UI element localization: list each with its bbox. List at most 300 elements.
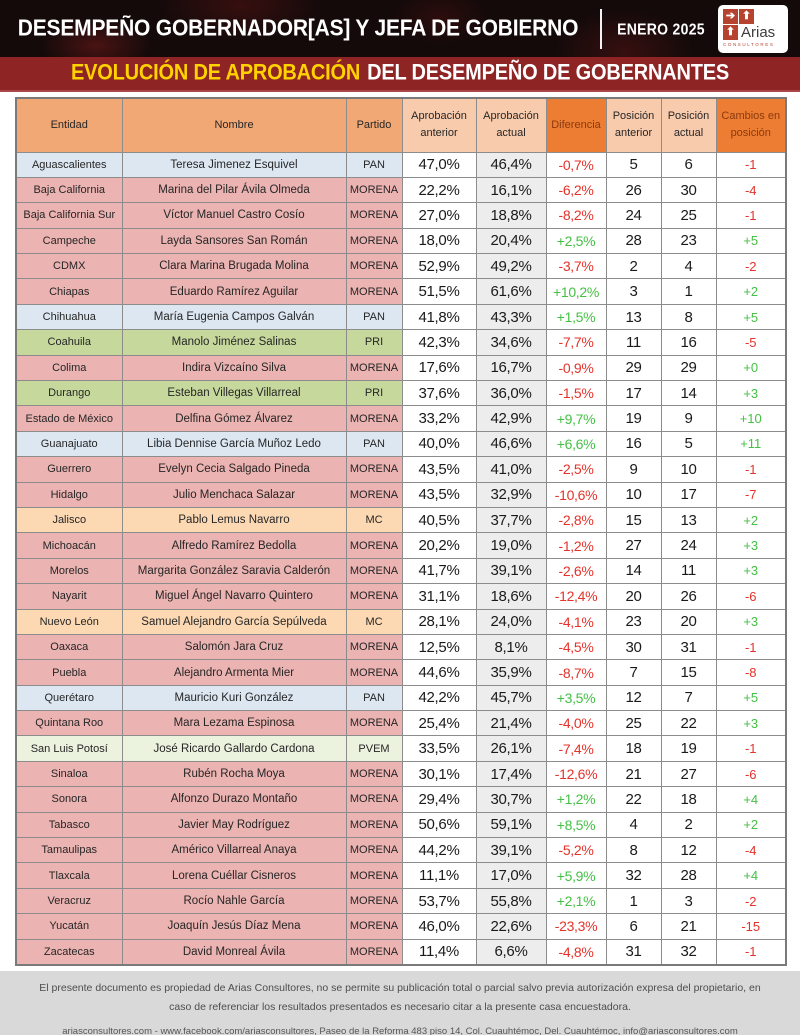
cell-aprobacion-actual: 39,1% xyxy=(476,558,546,583)
cell-posicion-actual: 23 xyxy=(661,228,716,253)
cell-entidad: Veracruz xyxy=(16,888,122,913)
cell-aprobacion-actual: 24,0% xyxy=(476,609,546,634)
cell-posicion-actual: 32 xyxy=(661,939,716,964)
cell-posicion-anterior: 4 xyxy=(606,812,661,837)
cell-partido: MORENA xyxy=(346,558,402,583)
cell-partido: MORENA xyxy=(346,787,402,812)
cell-partido: MORENA xyxy=(346,254,402,279)
cell-aprobacion-anterior: 31,1% xyxy=(402,584,476,609)
cell-aprobacion-anterior: 41,8% xyxy=(402,304,476,329)
banner-highlight-text: EVOLUCIÓN DE APROBACIÓN xyxy=(71,60,361,86)
cell-cambios-posicion: +2 xyxy=(716,812,786,837)
cell-posicion-anterior: 12 xyxy=(606,685,661,710)
cell-posicion-anterior: 10 xyxy=(606,482,661,507)
cell-posicion-actual: 27 xyxy=(661,761,716,786)
arias-consultores-logo xyxy=(718,5,788,53)
cell-diferencia: -0,7% xyxy=(546,152,606,177)
cell-entidad: Sinaloa xyxy=(16,761,122,786)
cell-aprobacion-anterior: 44,2% xyxy=(402,838,476,863)
cell-aprobacion-actual: 8,1% xyxy=(476,634,546,659)
cell-entidad: Chihuahua xyxy=(16,304,122,329)
cell-aprobacion-actual: 30,7% xyxy=(476,787,546,812)
cell-entidad: Yucatán xyxy=(16,914,122,939)
cell-partido: MORENA xyxy=(346,406,402,431)
cell-posicion-anterior: 6 xyxy=(606,914,661,939)
footer-disclaimer: El presente documento es propiedad de Arias Consultores, no se permite su publicación total o parcial salvo previa autorización expresa del propietario, en caso de referenciar los resultados presentados es necesario citar a la presente casa encuestadora. xyxy=(39,982,761,1013)
cell-posicion-actual: 19 xyxy=(661,736,716,761)
cell-posicion-actual: 16 xyxy=(661,330,716,355)
cell-posicion-actual: 31 xyxy=(661,634,716,659)
table-row xyxy=(16,457,786,482)
cell-diferencia: -7,4% xyxy=(546,736,606,761)
cell-posicion-actual: 13 xyxy=(661,507,716,532)
cell-nombre: Layda Sansores San Román xyxy=(122,228,346,253)
cell-diferencia: -10,6% xyxy=(546,482,606,507)
cell-aprobacion-anterior: 11,4% xyxy=(402,939,476,964)
cell-diferencia: -4,8% xyxy=(546,939,606,964)
cell-cambios-posicion: -1 xyxy=(716,634,786,659)
cell-aprobacion-actual: 6,6% xyxy=(476,939,546,964)
cell-aprobacion-anterior: 41,7% xyxy=(402,558,476,583)
cell-nombre: Salomón Jara Cruz xyxy=(122,634,346,659)
cell-cambios-posicion: +3 xyxy=(716,381,786,406)
logo-name: Arias xyxy=(741,24,776,41)
table-row xyxy=(16,660,786,685)
cell-partido: PRI xyxy=(346,381,402,406)
cell-nombre: Rocío Nahle García xyxy=(122,888,346,913)
cell-posicion-actual: 29 xyxy=(661,355,716,380)
cell-posicion-anterior: 13 xyxy=(606,304,661,329)
cell-nombre: Clara Marina Brugada Molina xyxy=(122,254,346,279)
approval-table xyxy=(15,97,787,966)
cell-diferencia: +2,1% xyxy=(546,888,606,913)
cell-diferencia: +8,5% xyxy=(546,812,606,837)
logo-name-row xyxy=(723,25,775,41)
cell-entidad: Tlaxcala xyxy=(16,863,122,888)
cell-posicion-anterior: 19 xyxy=(606,406,661,431)
table-row xyxy=(16,609,786,634)
cell-partido: MORENA xyxy=(346,279,402,304)
cell-nombre: Miguel Ángel Navarro Quintero xyxy=(122,584,346,609)
cell-entidad: Guerrero xyxy=(16,457,122,482)
cell-cambios-posicion: -8 xyxy=(716,660,786,685)
cell-entidad: Guanajuato xyxy=(16,431,122,456)
cell-diferencia: +1,5% xyxy=(546,304,606,329)
cell-posicion-anterior: 20 xyxy=(606,584,661,609)
cell-aprobacion-actual: 17,4% xyxy=(476,761,546,786)
cell-diferencia: -12,6% xyxy=(546,761,606,786)
table-row xyxy=(16,304,786,329)
cell-cambios-posicion: -1 xyxy=(716,736,786,761)
cell-entidad: Michoacán xyxy=(16,533,122,558)
cell-nombre: Pablo Lemus Navarro xyxy=(122,507,346,532)
cell-posicion-anterior: 15 xyxy=(606,507,661,532)
cell-aprobacion-actual: 18,8% xyxy=(476,203,546,228)
cell-posicion-anterior: 30 xyxy=(606,634,661,659)
table-row xyxy=(16,584,786,609)
cell-partido: MORENA xyxy=(346,533,402,558)
cell-posicion-actual: 5 xyxy=(661,431,716,456)
cell-entidad: Nayarit xyxy=(16,584,122,609)
cell-diferencia: -8,7% xyxy=(546,660,606,685)
cell-aprobacion-anterior: 28,1% xyxy=(402,609,476,634)
cell-aprobacion-anterior: 42,3% xyxy=(402,330,476,355)
table-header-row xyxy=(16,98,786,152)
cell-nombre: Eduardo Ramírez Aguilar xyxy=(122,279,346,304)
cell-aprobacion-anterior: 18,0% xyxy=(402,228,476,253)
cell-nombre: María Eugenia Campos Galván xyxy=(122,304,346,329)
cell-partido: MORENA xyxy=(346,355,402,380)
cell-posicion-actual: 14 xyxy=(661,381,716,406)
cell-aprobacion-actual: 19,0% xyxy=(476,533,546,558)
cell-diferencia: -12,4% xyxy=(546,584,606,609)
cell-cambios-posicion: +5 xyxy=(716,228,786,253)
cell-cambios-posicion: -5 xyxy=(716,330,786,355)
table-row xyxy=(16,203,786,228)
column-header-0: Entidad xyxy=(16,98,122,152)
cell-aprobacion-actual: 39,1% xyxy=(476,838,546,863)
cell-entidad: Chiapas xyxy=(16,279,122,304)
cell-aprobacion-anterior: 25,4% xyxy=(402,711,476,736)
cell-entidad: Coahuila xyxy=(16,330,122,355)
cell-partido: PAN xyxy=(346,304,402,329)
cell-partido: MORENA xyxy=(346,888,402,913)
cell-diferencia: +3,5% xyxy=(546,685,606,710)
cell-posicion-actual: 8 xyxy=(661,304,716,329)
cell-aprobacion-actual: 16,7% xyxy=(476,355,546,380)
cell-nombre: Rubén Rocha Moya xyxy=(122,761,346,786)
cell-posicion-anterior: 22 xyxy=(606,787,661,812)
cell-posicion-actual: 12 xyxy=(661,838,716,863)
cell-diferencia: -4,5% xyxy=(546,634,606,659)
cell-partido: MORENA xyxy=(346,838,402,863)
cell-cambios-posicion: +0 xyxy=(716,355,786,380)
cell-posicion-actual: 28 xyxy=(661,863,716,888)
table-row xyxy=(16,228,786,253)
table-row xyxy=(16,381,786,406)
cell-cambios-posicion: -1 xyxy=(716,152,786,177)
table-row xyxy=(16,711,786,736)
cell-cambios-posicion: -1 xyxy=(716,939,786,964)
cell-diferencia: -7,7% xyxy=(546,330,606,355)
cell-posicion-actual: 1 xyxy=(661,279,716,304)
cell-diferencia: -23,3% xyxy=(546,914,606,939)
cell-partido: MORENA xyxy=(346,482,402,507)
cell-aprobacion-anterior: 33,2% xyxy=(402,406,476,431)
cell-posicion-actual: 17 xyxy=(661,482,716,507)
column-header-8: Cambios en posición xyxy=(716,98,786,152)
cell-cambios-posicion: -1 xyxy=(716,203,786,228)
cell-posicion-anterior: 21 xyxy=(606,761,661,786)
cell-aprobacion-anterior: 44,6% xyxy=(402,660,476,685)
cell-aprobacion-actual: 59,1% xyxy=(476,812,546,837)
cell-nombre: José Ricardo Gallardo Cardona xyxy=(122,736,346,761)
cell-diferencia: -0,9% xyxy=(546,355,606,380)
cell-partido: PAN xyxy=(346,431,402,456)
cell-posicion-actual: 22 xyxy=(661,711,716,736)
cell-aprobacion-actual: 61,6% xyxy=(476,279,546,304)
table-row xyxy=(16,152,786,177)
cell-posicion-anterior: 9 xyxy=(606,457,661,482)
cell-posicion-anterior: 14 xyxy=(606,558,661,583)
cell-aprobacion-anterior: 11,1% xyxy=(402,863,476,888)
cell-entidad: Nuevo León xyxy=(16,609,122,634)
cell-nombre: Esteban Villegas Villarreal xyxy=(122,381,346,406)
cell-entidad: Baja California Sur xyxy=(16,203,122,228)
cell-aprobacion-anterior: 53,7% xyxy=(402,888,476,913)
cell-aprobacion-actual: 42,9% xyxy=(476,406,546,431)
cell-partido: MORENA xyxy=(346,203,402,228)
table-row xyxy=(16,533,786,558)
table-row xyxy=(16,482,786,507)
cell-nombre: Mauricio Kuri González xyxy=(122,685,346,710)
cell-posicion-actual: 9 xyxy=(661,406,716,431)
cell-cambios-posicion: +5 xyxy=(716,304,786,329)
table-row xyxy=(16,736,786,761)
cell-aprobacion-actual: 17,0% xyxy=(476,863,546,888)
table-row xyxy=(16,838,786,863)
banner-rest-text: DEL DESEMPEÑO DE GOBERNANTES xyxy=(367,60,729,86)
logo-subtitle: CONSULTORES xyxy=(723,41,775,47)
cell-nombre: Javier May Rodríguez xyxy=(122,812,346,837)
cell-cambios-posicion: +2 xyxy=(716,507,786,532)
cell-posicion-anterior: 32 xyxy=(606,863,661,888)
table-row xyxy=(16,431,786,456)
cell-nombre: Joaquín Jesús Díaz Mena xyxy=(122,914,346,939)
cell-entidad: Tamaulipas xyxy=(16,838,122,863)
footer-bar xyxy=(0,971,800,1035)
cell-nombre: Marina del Pilar Ávila Olmeda xyxy=(122,177,346,202)
report-date: ENERO 2025 xyxy=(617,19,705,38)
cell-nombre: Delfina Gómez Álvarez xyxy=(122,406,346,431)
cell-nombre: Evelyn Cecia Salgado Pineda xyxy=(122,457,346,482)
cell-nombre: Víctor Manuel Castro Cosío xyxy=(122,203,346,228)
table-row xyxy=(16,863,786,888)
cell-cambios-posicion: +3 xyxy=(716,609,786,634)
cell-cambios-posicion: +4 xyxy=(716,863,786,888)
cell-aprobacion-anterior: 43,5% xyxy=(402,482,476,507)
cell-diferencia: -2,8% xyxy=(546,507,606,532)
table-row xyxy=(16,888,786,913)
cell-nombre: Teresa Jimenez Esquivel xyxy=(122,152,346,177)
cell-aprobacion-actual: 43,3% xyxy=(476,304,546,329)
cell-posicion-actual: 2 xyxy=(661,812,716,837)
cell-entidad: Campeche xyxy=(16,228,122,253)
table-row xyxy=(16,787,786,812)
cell-posicion-actual: 21 xyxy=(661,914,716,939)
cell-posicion-actual: 18 xyxy=(661,787,716,812)
cell-partido: MORENA xyxy=(346,914,402,939)
cell-entidad: Hidalgo xyxy=(16,482,122,507)
table-body xyxy=(16,152,786,965)
cell-nombre: Indira Vizcaíno Silva xyxy=(122,355,346,380)
cell-nombre: Alfonzo Durazo Montaño xyxy=(122,787,346,812)
cell-diferencia: -1,2% xyxy=(546,533,606,558)
cell-cambios-posicion: -4 xyxy=(716,838,786,863)
cell-diferencia: -6,2% xyxy=(546,177,606,202)
cell-nombre: Mara Lezama Espinosa xyxy=(122,711,346,736)
cell-cambios-posicion: -1 xyxy=(716,457,786,482)
cell-aprobacion-actual: 22,6% xyxy=(476,914,546,939)
cell-partido: MORENA xyxy=(346,177,402,202)
cell-diferencia: +5,9% xyxy=(546,863,606,888)
cell-posicion-actual: 26 xyxy=(661,584,716,609)
cell-partido: MORENA xyxy=(346,457,402,482)
cell-posicion-actual: 15 xyxy=(661,660,716,685)
cell-posicion-anterior: 8 xyxy=(606,838,661,863)
cell-aprobacion-anterior: 30,1% xyxy=(402,761,476,786)
cell-partido: PAN xyxy=(346,152,402,177)
cell-diferencia: -2,6% xyxy=(546,558,606,583)
arrow-up-icon: ⬆ xyxy=(739,9,754,24)
cell-diferencia: -4,1% xyxy=(546,609,606,634)
footer-contact: ariasconsultores.com - www.facebook.com/ariasconsultores, Paseo de la Reforma 483 piso 14, Col. Cuauhtémoc, Del. Cuauhtémoc, info@ariasconsultores.com xyxy=(62,1025,738,1035)
cell-posicion-actual: 4 xyxy=(661,254,716,279)
cell-posicion-anterior: 29 xyxy=(606,355,661,380)
cell-entidad: Puebla xyxy=(16,660,122,685)
approval-table-wrap xyxy=(15,97,785,966)
cell-aprobacion-anterior: 40,0% xyxy=(402,431,476,456)
cell-entidad: CDMX xyxy=(16,254,122,279)
cell-cambios-posicion: +2 xyxy=(716,279,786,304)
cell-aprobacion-actual: 45,7% xyxy=(476,685,546,710)
cell-nombre: Alejandro Armenta Mier xyxy=(122,660,346,685)
cell-aprobacion-actual: 55,8% xyxy=(476,888,546,913)
cell-cambios-posicion: -6 xyxy=(716,584,786,609)
cell-diferencia: -4,0% xyxy=(546,711,606,736)
cell-posicion-actual: 3 xyxy=(661,888,716,913)
cell-partido: MORENA xyxy=(346,660,402,685)
cell-nombre: Julio Menchaca Salazar xyxy=(122,482,346,507)
cell-diferencia: +10,2% xyxy=(546,279,606,304)
cell-nombre: Lorena Cuéllar Cisneros xyxy=(122,863,346,888)
cell-partido: MORENA xyxy=(346,863,402,888)
cell-nombre: Margarita González Saravia Calderón xyxy=(122,558,346,583)
cell-aprobacion-actual: 18,6% xyxy=(476,584,546,609)
cell-cambios-posicion: +11 xyxy=(716,431,786,456)
cell-aprobacion-anterior: 12,5% xyxy=(402,634,476,659)
column-header-4: Aprobación actual xyxy=(476,98,546,152)
column-header-2: Partido xyxy=(346,98,402,152)
table-row xyxy=(16,812,786,837)
header-divider xyxy=(600,9,602,49)
cell-posicion-anterior: 27 xyxy=(606,533,661,558)
column-header-3: Aprobación anterior xyxy=(402,98,476,152)
column-header-7: Posición actual xyxy=(661,98,716,152)
cell-entidad: San Luis Potosí xyxy=(16,736,122,761)
cell-entidad: Tabasco xyxy=(16,812,122,837)
cell-nombre: Alfredo Ramírez Bedolla xyxy=(122,533,346,558)
cell-partido: MC xyxy=(346,507,402,532)
cell-posicion-anterior: 31 xyxy=(606,939,661,964)
cell-posicion-anterior: 11 xyxy=(606,330,661,355)
cell-posicion-anterior: 5 xyxy=(606,152,661,177)
table-row xyxy=(16,685,786,710)
cell-nombre: Libia Dennise García Muñoz Ledo xyxy=(122,431,346,456)
cell-posicion-anterior: 7 xyxy=(606,660,661,685)
cell-aprobacion-actual: 49,2% xyxy=(476,254,546,279)
cell-aprobacion-anterior: 52,9% xyxy=(402,254,476,279)
table-row xyxy=(16,507,786,532)
cell-partido: MORENA xyxy=(346,228,402,253)
cell-aprobacion-actual: 35,9% xyxy=(476,660,546,685)
cell-partido: MORENA xyxy=(346,761,402,786)
cell-posicion-actual: 11 xyxy=(661,558,716,583)
cell-cambios-posicion: -2 xyxy=(716,888,786,913)
cell-nombre: Américo Villarreal Anaya xyxy=(122,838,346,863)
cell-aprobacion-anterior: 29,4% xyxy=(402,787,476,812)
cell-aprobacion-anterior: 27,0% xyxy=(402,203,476,228)
cell-partido: MORENA xyxy=(346,711,402,736)
cell-posicion-actual: 6 xyxy=(661,152,716,177)
cell-aprobacion-actual: 16,1% xyxy=(476,177,546,202)
cell-entidad: Jalisco xyxy=(16,507,122,532)
cell-posicion-actual: 10 xyxy=(661,457,716,482)
cell-partido: PRI xyxy=(346,330,402,355)
table-row xyxy=(16,939,786,964)
cell-posicion-actual: 30 xyxy=(661,177,716,202)
column-header-6: Posición anterior xyxy=(606,98,661,152)
cell-aprobacion-actual: 46,6% xyxy=(476,431,546,456)
arrow-right-icon: ➔ xyxy=(723,9,738,24)
cell-aprobacion-anterior: 17,6% xyxy=(402,355,476,380)
cell-aprobacion-anterior: 42,2% xyxy=(402,685,476,710)
cell-entidad: Baja California xyxy=(16,177,122,202)
cell-entidad: Quintana Roo xyxy=(16,711,122,736)
cell-posicion-anterior: 28 xyxy=(606,228,661,253)
cell-entidad: Durango xyxy=(16,381,122,406)
cell-aprobacion-anterior: 22,2% xyxy=(402,177,476,202)
cell-partido: MORENA xyxy=(346,634,402,659)
cell-aprobacion-actual: 21,4% xyxy=(476,711,546,736)
table-row xyxy=(16,355,786,380)
table-row xyxy=(16,558,786,583)
cell-entidad: Oaxaca xyxy=(16,634,122,659)
cell-posicion-actual: 24 xyxy=(661,533,716,558)
column-header-1: Nombre xyxy=(122,98,346,152)
cell-posicion-anterior: 2 xyxy=(606,254,661,279)
cell-entidad: Aguascalientes xyxy=(16,152,122,177)
cell-diferencia: +1,2% xyxy=(546,787,606,812)
cell-aprobacion-anterior: 51,5% xyxy=(402,279,476,304)
cell-diferencia: -1,5% xyxy=(546,381,606,406)
cell-posicion-anterior: 1 xyxy=(606,888,661,913)
cell-cambios-posicion: -7 xyxy=(716,482,786,507)
cell-entidad: Sonora xyxy=(16,787,122,812)
cell-entidad: Estado de México xyxy=(16,406,122,431)
section-banner xyxy=(0,57,800,92)
cell-posicion-anterior: 24 xyxy=(606,203,661,228)
cell-posicion-anterior: 16 xyxy=(606,431,661,456)
cell-cambios-posicion: -6 xyxy=(716,761,786,786)
cell-cambios-posicion: +3 xyxy=(716,711,786,736)
cell-aprobacion-anterior: 43,5% xyxy=(402,457,476,482)
cell-posicion-anterior: 26 xyxy=(606,177,661,202)
cell-aprobacion-actual: 26,1% xyxy=(476,736,546,761)
cell-aprobacion-actual: 46,4% xyxy=(476,152,546,177)
table-row xyxy=(16,177,786,202)
cell-partido: MORENA xyxy=(346,584,402,609)
cell-diferencia: -5,2% xyxy=(546,838,606,863)
cell-diferencia: +2,5% xyxy=(546,228,606,253)
cell-aprobacion-anterior: 40,5% xyxy=(402,507,476,532)
top-header-bar xyxy=(0,0,800,57)
cell-partido: MORENA xyxy=(346,812,402,837)
cell-aprobacion-actual: 20,4% xyxy=(476,228,546,253)
table-row xyxy=(16,761,786,786)
column-header-5: Diferencia xyxy=(546,98,606,152)
cell-entidad: Querétaro xyxy=(16,685,122,710)
